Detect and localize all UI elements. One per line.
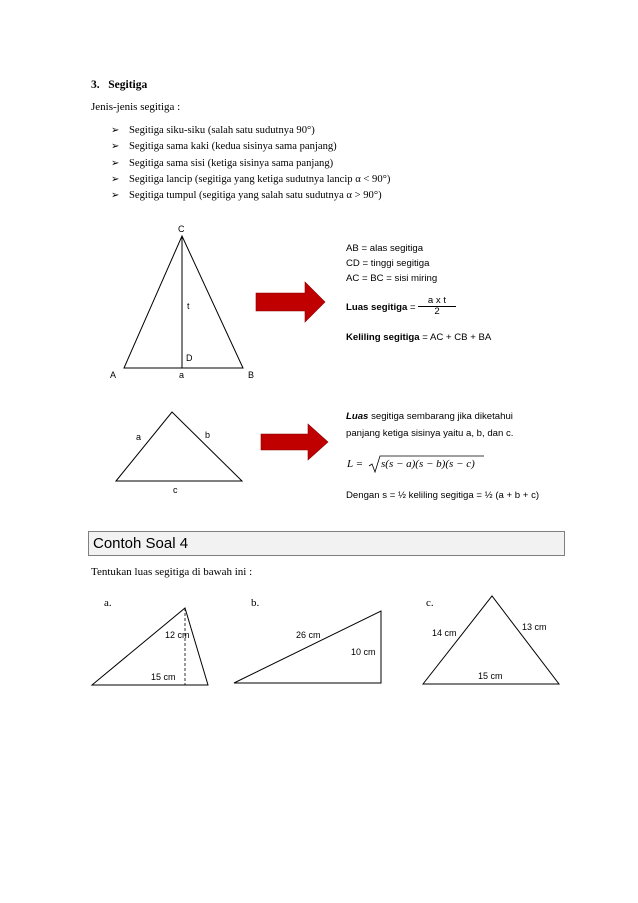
scalene-triangle: [116, 412, 242, 481]
isosceles-triangle: [124, 236, 243, 368]
list-item-text: Segitiga sama sisi (ketiga sisinya sama panjang): [129, 157, 334, 169]
vertex-label-c: C: [178, 224, 185, 234]
example-prompt: Tentukan luas segitiga di bawah ini :: [91, 566, 253, 578]
side-label-a: a: [136, 432, 142, 442]
heron-formula-radicand: s(s − a)(s − b)(s − c): [381, 458, 475, 470]
section-number: 3.: [91, 79, 100, 91]
triangle-b-side-label: 10 cm: [351, 647, 376, 657]
example-b-label: b.: [251, 597, 260, 609]
arrow-bullet-icon: ➢: [111, 173, 120, 185]
arrow-bullet-icon: ➢: [111, 141, 120, 153]
luas-formula: [346, 302, 416, 313]
arrow-bullet-icon: ➢: [111, 157, 120, 169]
arrow-bullet-icon: ➢: [111, 125, 120, 136]
list-item-text: Segitiga sama kaki (kedua sisinya sama panjang): [129, 141, 337, 153]
luas-equals: =: [407, 302, 416, 313]
example-banner: [88, 531, 565, 556]
keliling-expression: = AC + CB + BA: [419, 332, 492, 343]
example-triangle-a: [92, 608, 208, 685]
foot-label-d: D: [186, 353, 193, 363]
heron-formula-lhs: L =: [347, 458, 364, 470]
fraction-numerator: a x t: [418, 295, 456, 307]
keliling-label: Keliling segitiga: [346, 332, 420, 343]
luas-label: Luas segitiga: [346, 302, 408, 313]
arrow-bullet-icon: ➢: [111, 190, 120, 202]
list-item-text: Segitiga siku-siku (salah satu sudutnya 90°): [129, 125, 315, 136]
side-label-b: b: [205, 430, 211, 440]
keliling-formula: [346, 332, 491, 343]
luas-fraction: [418, 295, 456, 317]
triangle-b-hypotenuse-label: 26 cm: [296, 630, 321, 640]
side-label-c: c: [173, 485, 178, 495]
def-alas: AB = alas segitiga: [346, 243, 424, 254]
triangle-c-base-label: 15 cm: [478, 671, 503, 681]
def-sisi-miring: AC = BC = sisi miring: [346, 273, 438, 284]
triangle-a-height-label: 12 cm: [165, 630, 190, 640]
triangle-c-left-label: 14 cm: [432, 628, 457, 638]
heron-description-line2: panjang ketiga sisinya yaitu a, b, dan c.: [346, 428, 514, 439]
heron-description-line1: [346, 411, 513, 422]
semi-perimeter-note: Dengan s = ½ keliling segitiga = ½ (a + b + c): [346, 490, 540, 501]
def-tinggi: CD = tinggi segitiga: [346, 258, 430, 269]
intro-text: Jenis-jenis segitiga :: [91, 101, 181, 113]
section-title: Segitiga: [108, 79, 148, 91]
list-item-text: Segitiga tumpul (segitiga yang salah satu sudutnya α > 90°): [129, 190, 382, 202]
isosceles-triangle-figure: [124, 236, 243, 368]
example-a-label: a.: [104, 597, 112, 609]
triangle-c-right-label: 13 cm: [522, 622, 547, 632]
red-arrow-icon: [261, 424, 328, 460]
list-item-text: Segitiga lancip (segitiga yang ketiga sudutnya lancip α < 90°): [129, 173, 391, 185]
base-label-a: a: [179, 370, 185, 380]
triangle-a-base-label: 15 cm: [151, 672, 176, 682]
height-label-t: t: [187, 301, 190, 311]
vertex-label-a: A: [110, 370, 117, 380]
luas-italic-label: Luas: [346, 411, 369, 422]
example-title: Contoh Soal 4: [93, 535, 189, 552]
fraction-denominator: 2: [434, 306, 440, 317]
vertex-label-b: B: [248, 370, 255, 380]
heron-description-rest: segitiga sembarang jika diketahui: [368, 411, 513, 422]
red-arrow-icon: [256, 282, 325, 322]
example-c-label: c.: [426, 597, 434, 609]
